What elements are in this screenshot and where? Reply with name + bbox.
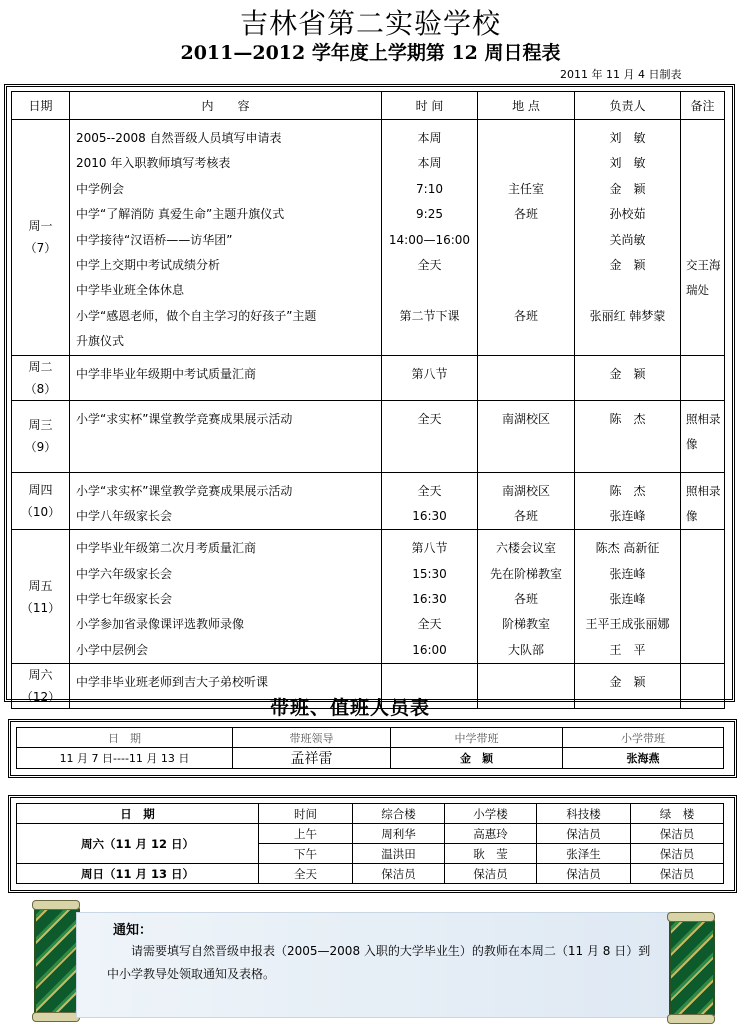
place-line: [478, 329, 574, 354]
note-line: [681, 362, 724, 387]
time-line: [382, 278, 477, 303]
duty-primary: 张海燕: [563, 748, 724, 769]
day-number: （11）: [20, 600, 61, 615]
owner-line: 金 颖: [609, 366, 646, 381]
duty-leader: 孟祥雷: [233, 748, 391, 769]
time-line: 14:00—16:00: [388, 232, 471, 247]
place-cell: [478, 400, 575, 472]
time-cell: [382, 472, 478, 530]
note-line: 瑞处: [686, 283, 709, 298]
day-number: （9）: [24, 440, 57, 455]
col-place: 地 点: [478, 92, 575, 120]
day-number: （10）: [20, 504, 61, 519]
place-line: 各班: [513, 207, 538, 222]
place-line: 主任室: [507, 181, 544, 196]
scroll-ornament-left: [34, 904, 80, 1018]
place-line: 各班: [513, 592, 538, 607]
wk-cell: 保洁员: [537, 824, 631, 844]
weekend-table: [16, 803, 724, 884]
time-line: 全天: [417, 483, 442, 498]
owner-line: 刘 敏: [609, 131, 646, 145]
wk-cell: 耿 莹: [445, 844, 537, 864]
owner-cell: [575, 472, 681, 530]
schedule-frame: [4, 84, 735, 705]
place-cell: [478, 120, 575, 356]
day-number: （7）: [24, 241, 57, 256]
content-cell: [70, 472, 382, 530]
day-label: 周二: [28, 359, 53, 374]
place-line: [478, 151, 574, 176]
duty-title: 带班、值班人员表: [270, 697, 431, 719]
wk-col-keji: 科技楼: [537, 804, 631, 824]
owner-line: 陈杰 高新征: [595, 541, 660, 556]
content-line: 小学“求实杯”课堂教学竞赛成果展示活动: [76, 411, 293, 426]
owner-line: 孙校茹: [609, 207, 646, 222]
wk-cell: 保洁员: [631, 824, 724, 844]
time-line: 16:30: [412, 508, 447, 523]
day-label: 周一: [28, 219, 53, 234]
content-line: 小学“感恩老师，做个自主学习的好孩子”主题: [76, 308, 317, 323]
owner-line: 张连峰: [609, 592, 646, 607]
duty-frame: [8, 719, 737, 778]
wk-cell: 保洁员: [445, 864, 537, 884]
content-line: 2005--2008 自然晋级人员填写申请表: [76, 131, 282, 145]
content-cell: [70, 530, 382, 664]
schedule-header-row: [12, 92, 725, 120]
note-line: [681, 562, 724, 587]
content-line: 中学八年级家长会: [76, 508, 173, 523]
time-line: [382, 670, 477, 695]
note-line: [681, 228, 724, 253]
day-label: 周四: [28, 482, 53, 497]
day-cell: [12, 355, 70, 400]
note-line: [681, 151, 724, 176]
note-cell: [681, 400, 725, 472]
notice-text: 请需要填写自然晋级申报表（2005—2008 入职的大学毕业生）的教师在本周二（11 月 8 日）到中小学教导处领取通知及表格。: [107, 944, 651, 981]
wk-cell: 周利华: [353, 824, 445, 844]
day-cell: [12, 472, 70, 530]
note-line: [681, 670, 724, 695]
wk-cell: 上午: [259, 824, 353, 844]
place-line: 南湖校区: [501, 483, 550, 498]
wk-sat-label: 周六（11 月 12 日）: [17, 824, 259, 864]
content-line: 中学例会: [76, 181, 125, 196]
content-line: 中学毕业年级第二次月考质量汇商: [76, 541, 257, 556]
day-cell: [12, 120, 70, 356]
place-cell: [478, 664, 575, 709]
owner-cell: [575, 400, 681, 472]
content-cell: [70, 355, 382, 400]
content-line: 小学参加省录像课评选教师录像: [76, 617, 245, 632]
time-cell: [382, 355, 478, 400]
schedule-row: [12, 400, 725, 472]
time-cell: [382, 530, 478, 664]
wk-cell: 高惠玲: [445, 824, 537, 844]
time-line: 16:00: [412, 642, 447, 657]
notice-heading: 通知：: [113, 923, 153, 938]
weekend-header-row: [17, 804, 724, 824]
wk-cell: 张泽生: [537, 844, 631, 864]
owner-cell: [575, 120, 681, 356]
day-number: （12）: [20, 690, 61, 705]
wk-cell: 保洁员: [631, 864, 724, 884]
note-line: [681, 177, 724, 202]
note-line: [681, 304, 724, 329]
wk-col-date: 日 期: [17, 804, 259, 824]
time-line: 15:30: [412, 566, 447, 581]
wk-cell: 温洪田: [353, 844, 445, 864]
wk-cell: 保洁员: [631, 844, 724, 864]
wk-cell: 下午: [259, 844, 353, 864]
time-line: 本周: [417, 156, 442, 171]
duty-middle: 金 颖: [391, 748, 563, 769]
owner-line: 陈 杰: [609, 483, 646, 498]
place-line: [478, 228, 574, 253]
duty-table: [16, 727, 724, 769]
owner-cell: [575, 530, 681, 664]
made-date: 2011 年 11 月 4 日制表: [560, 68, 682, 81]
note-line: 照相录: [686, 411, 721, 426]
owner-line: 关尚敏: [609, 232, 646, 247]
note-line: [681, 638, 724, 663]
note-line: [681, 126, 724, 151]
duty-col-middle: 中学带班: [391, 728, 563, 748]
time-line: 7:10: [416, 181, 443, 196]
col-date: 日期: [12, 92, 70, 120]
col-time: 时 间: [382, 92, 478, 120]
duty-col-primary: 小学带班: [563, 728, 724, 748]
note-cell: [681, 530, 725, 664]
schedule-row: [12, 472, 725, 530]
note-line: [681, 587, 724, 612]
time-line: 第八节: [411, 541, 448, 556]
time-line: 第八节: [411, 366, 448, 381]
place-line: 各班: [513, 308, 538, 323]
content-line: 中学毕业班全体休息: [76, 283, 185, 298]
content-line: 小学“求实杯”课堂教学竞赛成果展示活动: [76, 483, 293, 498]
time-line: 全天: [417, 617, 442, 632]
schedule-subtitle: 2011—2012 学年度上学期第 12 周日程表: [180, 42, 561, 64]
schedule-row: [12, 120, 725, 356]
owner-cell: [575, 664, 681, 709]
owner-line: 王平王成张丽娜: [585, 617, 670, 632]
time-cell: [382, 120, 478, 356]
content-line: 中学“了解消防 真爱生命”主题升旗仪式: [76, 207, 285, 222]
wk-col-zonghe: 综合楼: [353, 804, 445, 824]
wk-cell: 全天: [259, 864, 353, 884]
schedule-row: [12, 530, 725, 664]
owner-line: 张丽红 韩梦蒙: [589, 308, 666, 323]
owner-line: 张连峰: [609, 508, 646, 523]
wk-cell: 保洁员: [353, 864, 445, 884]
note-line: [681, 202, 724, 227]
content-line: 中学非毕业班老师到吉大子弟校听课: [76, 675, 269, 690]
wk-sun-row: [17, 864, 724, 884]
content-line: 升旗仪式: [76, 334, 125, 349]
day-cell: [12, 530, 70, 664]
day-label: 周三: [28, 418, 53, 433]
weekend-frame: [8, 795, 737, 893]
duty-col-leader: 带班领导: [233, 728, 391, 748]
owner-line: 王 平: [609, 642, 646, 657]
content-cell: [70, 120, 382, 356]
place-cell: [478, 472, 575, 530]
place-line: 六楼会议室: [495, 541, 556, 556]
schedule-table: [11, 91, 725, 709]
place-line: [478, 126, 574, 151]
content-line: 小学中层例会: [76, 642, 149, 657]
duty-date: 11 月 7 日----11 月 13 日: [17, 748, 233, 769]
place-line: [478, 670, 574, 695]
note-line: 像: [686, 436, 698, 451]
note-cell: [681, 472, 725, 530]
content-line: 中学上交期中考试成绩分析: [76, 257, 221, 272]
col-owner: 负责人: [575, 92, 681, 120]
scroll-ornament-right: [669, 916, 715, 1020]
note-cell: [681, 120, 725, 356]
school-title: 吉林省第二实验学校: [239, 7, 501, 40]
place-cell: [478, 530, 575, 664]
place-line: 南湖校区: [501, 411, 550, 426]
wk-cell: 保洁员: [537, 864, 631, 884]
owner-line: 陈 杰: [609, 411, 646, 426]
time-line: 全天: [417, 257, 442, 272]
day-label: 周六: [28, 668, 53, 683]
col-note: 备注: [681, 92, 725, 120]
duty-col-date: 日 期: [17, 728, 233, 748]
notice-box: [76, 912, 670, 1018]
place-line: 先在阶梯教室: [489, 566, 562, 581]
time-line: 9:25: [416, 207, 443, 222]
content-line: 中学接待“汉语桥——访华团”: [76, 232, 233, 247]
note-cell: [681, 355, 725, 400]
content-line: 中学六年级家长会: [76, 566, 173, 581]
owner-cell: [575, 355, 681, 400]
day-label: 周五: [28, 578, 53, 593]
owner-line: 刘 敏: [609, 156, 646, 171]
place-line: 阶梯教室: [501, 617, 550, 632]
day-cell: [12, 400, 70, 472]
note-line: [681, 612, 724, 637]
note-line: 交王海: [686, 257, 721, 272]
owner-line: [575, 278, 680, 303]
time-line: 16:30: [412, 592, 447, 607]
time-line: 本周: [417, 131, 442, 145]
place-line: 各班: [513, 508, 538, 523]
place-line: [478, 362, 574, 387]
day-cell: [12, 664, 70, 709]
col-content: 内 容: [70, 92, 382, 120]
place-line: [478, 253, 574, 278]
content-line: 中学七年级家长会: [76, 592, 173, 607]
wk-col-time: 时间: [259, 804, 353, 824]
time-line: [382, 329, 477, 354]
owner-line: 金 颖: [609, 257, 646, 272]
wk-sun-label: 周日（11 月 13 日）: [17, 864, 259, 884]
note-cell: [681, 664, 725, 709]
wk-col-lv: 绿 楼: [631, 804, 724, 824]
time-line: 全天: [417, 411, 442, 426]
duty-header-row: [17, 728, 724, 748]
place-cell: [478, 355, 575, 400]
day-number: （8）: [24, 381, 57, 396]
wk-col-xiaoxue: 小学楼: [445, 804, 537, 824]
time-cell: [382, 400, 478, 472]
schedule-row: [12, 355, 725, 400]
wk-sat-am-row: [17, 824, 724, 844]
duty-row: [17, 748, 724, 769]
place-line: 大队部: [507, 642, 544, 657]
owner-line: 金 颖: [609, 181, 646, 196]
owner-line: 金 颖: [609, 675, 646, 690]
place-line: [478, 278, 574, 303]
owner-line: 张连峰: [609, 566, 646, 581]
note-line: [681, 329, 724, 354]
content-line: 2010 年入职教师填写考核表: [76, 156, 231, 171]
content-line: 中学非毕业年级期中考试质量汇商: [76, 366, 257, 381]
note-line: [681, 536, 724, 561]
owner-line: [575, 329, 680, 354]
time-line: 第二节下课: [399, 308, 460, 323]
note-line: 像: [686, 508, 698, 523]
note-line: 照相录: [686, 483, 721, 498]
content-cell: [70, 400, 382, 472]
